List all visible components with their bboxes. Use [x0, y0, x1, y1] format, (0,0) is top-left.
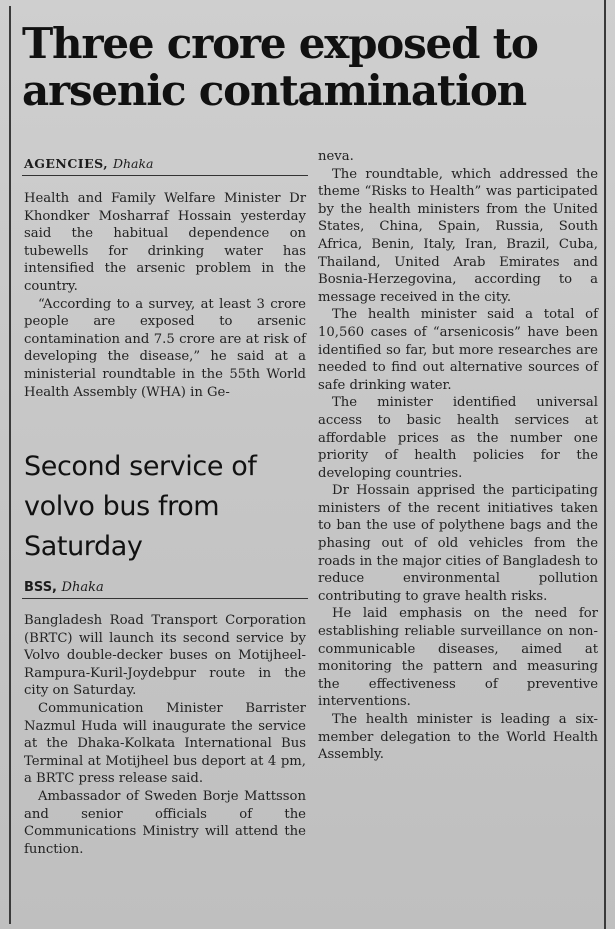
article-1-byline-place: Dhaka	[112, 156, 154, 171]
article-1-byline-rule	[22, 175, 308, 176]
article-1-paragraph: The health minister said a total of 10,560 cases of “arsenicosis” have been identified so far, but more researches are needed to find out alternative sources of safe drinking water.	[318, 307, 598, 393]
article-2-paragraph: Ambassador of Sweden Borje Mattsson and senior officials of the Communications Ministry will attend the function.	[24, 788, 306, 857]
article-1-byline-source: AGENCIES,	[24, 156, 109, 171]
article-1-paragraph: The health minister is leading a six-member delegation to the World Health Assembly.	[318, 712, 598, 763]
article-1-paragraph: Dr Hossain apprised the participating ministers of the recent initiatives taken to ban the use of polythene bags and the phasing out of old vehicles from the roads in the major cities of Bangladesh to reduce environmental pollution contributing to grave health risks.	[318, 483, 598, 604]
article-2-byline-rule	[22, 598, 308, 599]
article-1-column-c	[318, 148, 598, 764]
article-2-headline: Second service of volvo bus from Saturday	[24, 451, 257, 562]
article-2-byline-place: Dhaka	[61, 580, 104, 595]
column-rule-right	[604, 0, 606, 929]
article-1-paragraph: neva.	[318, 149, 354, 164]
article-2-paragraph: Communication Minister Barrister Nazmul Huda will inaugurate the service at the Dhaka-Kolkata International Bus Terminal at Motijheel bus deport at 4 pm, a BRTC press release said.	[24, 700, 306, 787]
article-2-byline-source: BSS,	[24, 580, 57, 595]
article-1-paragraph: Health and Family Welfare Minister Dr Khondker Mosharraf Hossain yesterday said the habitual dependence on tubewells for drinking water has intensified the arsenic problem in the country.	[24, 191, 306, 294]
article-1-paragraph: “According to a survey, at least 3 crore people are exposed to arsenic contamination and 7.5 crore are at risk of developing the disease,” he said at a ministerial roundtable in the 55th World Health Assembly (WHA) in Ge-	[24, 296, 306, 400]
column-rule-left	[9, 6, 11, 924]
article-1-byline	[24, 156, 306, 171]
article-2-paragraph: Bangladesh Road Transport Corporation (BRTC) will launch its second service by Volvo double-decker buses on Motijheel-Rampura-Kuril-Joydebpur route in the city on Saturday.	[24, 613, 306, 699]
article-1-paragraph: The minister identified universal access to basic health services at affordable prices as the number one priority of health policies for the developing countries.	[318, 395, 598, 481]
article-1-paragraph: The roundtable, which addressed the theme “Risks to Health” was participated by the health ministers from the United States, China, Spain, Russia, South Africa, Benin, Italy, Iran, Brazil, Cuba, Thailand, United Arab Emirates and Bosnia-Herzegovina, according to a message received in the city.	[318, 166, 598, 305]
article-1-headline: Three crore exposed to arsenic contamination	[22, 19, 538, 115]
article-2-column	[24, 612, 306, 858]
article-1-paragraph: He laid emphasis on the need for establishing reliable surveillance on non-communicable diseases, aimed at monitoring the pattern and measuring the effectiveness of preventive interventions.	[318, 606, 598, 710]
article-1-column-a	[24, 190, 306, 401]
article-2-byline	[24, 580, 306, 595]
